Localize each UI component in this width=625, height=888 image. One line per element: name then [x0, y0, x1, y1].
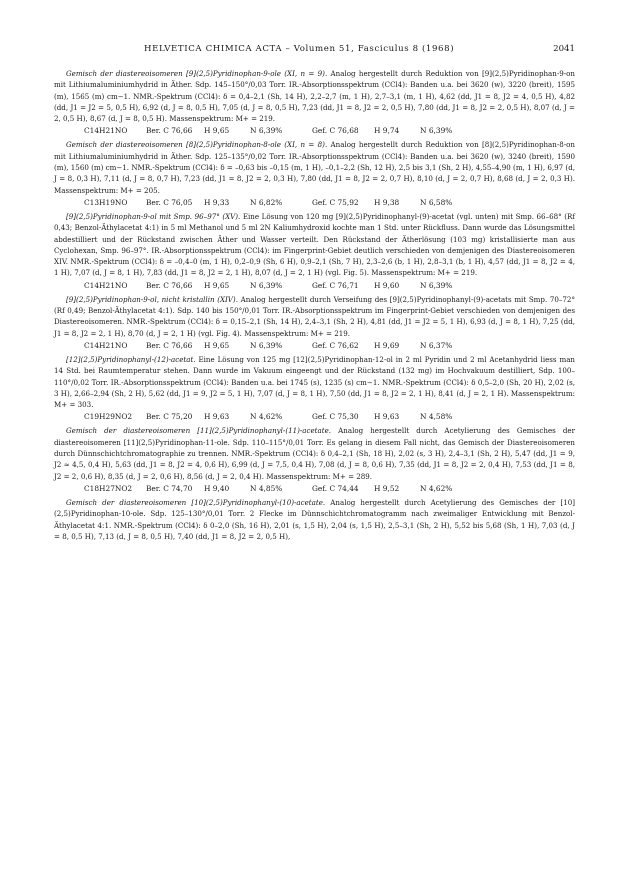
compound-title: [12](2,5)Pyridinophanyl-(12)-acetat. [66, 354, 196, 364]
journal-title: HELVETICA CHIMICA ACTA – Volumen 51, Fasciculus 8 (1968) [144, 44, 455, 54]
found-nitrogen: N 6,58% [420, 197, 453, 207]
calculated-hydrogen: H 9,40 [204, 483, 230, 493]
found-nitrogen: N 6,37% [420, 340, 453, 350]
elemental-analysis [54, 410, 575, 423]
running-header [54, 44, 575, 58]
compound-description: Analog hergestellt durch Acetylierung des Gemisches der diastereoisomeren [11](2,5)Pyridinophan-11-ole. Sdp. 110–115°/0,01 Torr. Es gelang in diesem Fall nicht, das Gemisch der Diastereoisomeren durch Dünnschichtchromatographie zu trennen. NMR.-Spektrum (CCl4): δ 0,4–2,1 (Sh, 18 H), 2,02 (s, 3 H), 2,4–3,1 (Sh, 2 H), 5,47 (dd, J1 = 9, J2 ≈ 4,5, 0,4 H), 5,63 (dd, J1 = 8, J2 = 4, 0,6 H), 6,99 (d, J = 7,5, 0,4 H), 7,08 (d, J = 8, 0,6 H), 7,35 (dd, J1 = 8, J2 = 2, 0,4 H), 7,53 (dd, J1 = 8, J2 = 2, 0,6 H), 8,35 (d, J = 2, 0,6 H), 8,56 (d, J = 2, 0,4 H). Massenspektrum: M+ = 289. [54, 426, 575, 481]
found-carbon: Gef. C 76,68 [312, 126, 359, 136]
found-carbon: Gef. C 76,62 [312, 340, 359, 350]
compound-description: Eine Lösung von 125 mg [12](2,5)Pyridinophan-12-ol in 2 ml Pyridin und 2 ml Acetanhydrid liess man 14 Std. bei Raumtemperatur stehen. Dann wurde im Vakuum eingeengt und der Rückstand (132 mg) im Hochvakuum destilliert, Sdp. 100–110°/0,02 Torr. IR.-Absorptionsspektrum (CCl4): Banden u.a. bei 1745 (s), 1235 (s) cm−1. NMR.-Spektrum (CCl4): δ 0,5–2,0 (Sh, 20 H), 2,02 (s, 3 H), 2,66–2,94 (Sh, 2 H), 5,62 (dd, J1 = 9, J2 = 5, 1 H), 7,07 (d, J = 8, 1 H), 7,50 (dd, J1 = 8, J2 = 2, 1 H), 8,41 (d, J = 2, 1 H). Massenspektrum: M+ = 303. [54, 354, 575, 410]
found-nitrogen: N 6,39% [420, 280, 453, 290]
compound-paragraph [54, 139, 575, 195]
found-nitrogen: N 4,58% [420, 412, 453, 422]
molecular-formula: C14H21NO [84, 280, 128, 290]
compound-paragraph [54, 497, 575, 542]
compound-paragraph [54, 354, 575, 410]
found-hydrogen: H 9,38 [374, 197, 400, 207]
molecular-formula: C13H19NO [84, 197, 128, 207]
calculated-nitrogen: N 6,39% [250, 126, 283, 136]
elemental-analysis [54, 339, 575, 352]
compound-paragraph [54, 425, 575, 481]
found-hydrogen: H 9,63 [374, 412, 400, 422]
calculated-carbon: Ber. C 76,66 [146, 340, 193, 350]
molecular-formula: C14H21NO [84, 126, 128, 136]
compound-title: Gemisch der diastereoisomeren [9](2,5)Pyridinophan-9-ole (XI, n = 9). [66, 69, 328, 78]
compound-title: Gemisch der diastereoisomeren [8](2,5)Pyridinophan-8-ole (XI, n = 8). [66, 140, 328, 150]
article-body [54, 68, 575, 542]
found-carbon: Gef. C 74,44 [312, 483, 359, 493]
elemental-analysis [54, 196, 575, 209]
compound-title: Gemisch der diastereoisomeren [11](2,5)Pyridinophanyl-(11)-acetate. [66, 426, 332, 436]
calculated-nitrogen: N 4,85% [250, 483, 283, 493]
compound-description: Eine Lösung von 120 mg [9](2,5)Pyridinophanyl-(9)-acetat (vgl. unten) mit Smp. 66–68° (Rf 0,43; Benzol-Äthylacetat 4:1) in 5 ml Methanol und 5 ml 2N Kaliumhydroxid kochte man 1 Std. unter Rückfluss. Dann wurde das Lösungsmittel abdestilliert und der Rückstand zwischen Äther und Wasser verteilt. Den Rückstand der Ätherlösung (103 mg) kristallisierte man aus Cyclohexan, Smp. 96–97°. IR.-Absorptionsspektrum (CCl4): im Fingerprint-Gebiet deutlich verschieden von demjenigen des Diastereoisomeren XIV. NMR.-Spektrum (CCl4): δ = –0,4–0 (m, 1 H), 0,2–0,9 (Sh, 6 H), 0,9–2,1 (Sh, 7 H), 2,3–2,6 (b, 1 H), 2,8–3,1 (b, 1 H), 4,57 (dd, J1 = 8, J2 = 4, 1 H), 7,07 (d, J = 8, 1 H), 7,83 (dd, J1 = 8, J2 = 2, 1 H), 8,07 (d, J = 2, 1 H) (vgl. Fig. 5). Massenspektrum: M+ = 219. [54, 211, 575, 278]
calculated-carbon: Ber. C 76,66 [146, 126, 193, 136]
found-carbon: Gef. C 76,71 [312, 280, 359, 290]
calculated-nitrogen: N 6,39% [250, 340, 283, 350]
calculated-nitrogen: N 4,62% [250, 412, 283, 422]
compound-description: Analog hergestellt durch Reduktion von [9](2,5)Pyridinophan-9-on mit Lithiumaluminiumhydrid in Äther. Sdp. 145–150°/0,03 Torr. IR.-Absorptionsspektrum (CCl4): Banden u.a. bei 3620 (w), 3220 (breit), 1595 (m), 1565 (m) cm−1. NMR.-Spektrum (CCl4): δ = 0,4–2,1 (Sh, 14 H), 2,2–2,7 (m, 1 H), 2,7–3,1 (m, 1 H), 4,62 (dd, J1 = 8, J2 = 4, 0,5 H), 4,82 (dd, J1 = J2 = 5, 0,5 H), 6,92 (d, J = 8, 0,5 H), 7,05 (d, J = 8, 0,5 H), 7,23 (dd, J1 = 8, J2 = 2, 0,5 H), 7,80 (dd, J1 = 8, J2 = 2, 0,5 H), 8,07 (d, J = 2, 0,5 H), 8,67 (d, J = 8, 0,5 H). Massenspektrum: M+ = 219. [54, 69, 575, 124]
calculated-carbon: Ber. C 75,20 [146, 412, 193, 422]
molecular-formula: C14H21NO [84, 340, 128, 350]
elemental-analysis [54, 124, 575, 137]
found-hydrogen: H 9,60 [374, 280, 400, 290]
calculated-carbon: Ber. C 76,05 [146, 197, 193, 207]
calculated-hydrogen: H 9,63 [204, 412, 230, 422]
compound-paragraph [54, 294, 575, 339]
page-number: 2041 [553, 44, 575, 54]
calculated-hydrogen: H 9,65 [204, 340, 230, 350]
calculated-hydrogen: H 9,33 [204, 197, 230, 207]
compound-description: Analog hergestellt durch Verseifung des [9](2,5)Pyridinophanyl-(9)-acetats mit Smp. 70–72° (Rf 0,49; Benzol-Äthylacetat 4:1). Sdp. 140 bis 150°/0,01 Torr. IR.-Absorptionsspektrum im Fingerprint-Gebiet verschieden von demjenigen des Diastereoisomeren. NMR.-Spektrum (CCl4): δ = 0,15–2,1 (Sh, 14 H), 2,4–3,1 (Sh, 2 H), 4,81 (dd, J1 = J2 = 5, 1 H), 6,93 (d, J = 8, 1 H), 7,25 (dd, J1 = 8, J2 = 2, 1 H), 8,70 (d, J = 2, 1 H) (vgl. Fig. 4). Massenspektrum: M+ = 219. [54, 294, 575, 338]
compound-paragraph [54, 68, 575, 124]
found-hydrogen: H 9,69 [374, 340, 400, 350]
compound-title: Gemisch der diastereoisomeren [10](2,5)Pyridinophanyl-(10)-acetate. [66, 497, 326, 507]
elemental-analysis [54, 279, 575, 292]
elemental-analysis [54, 482, 575, 495]
found-hydrogen: H 9,74 [374, 126, 400, 136]
found-nitrogen: N 6,39% [420, 126, 453, 136]
calculated-carbon: Ber. C 76,66 [146, 280, 193, 290]
found-carbon: Gef. C 75,30 [312, 412, 359, 422]
compound-description: Analog hergestellt durch Acetylierung des Gemisches der [10](2,5)Pyridinophan-10-ole. Sdp. 125–130°/0,01 Torr. 2 Flecke im Dünnschichtchromatogramm nach zweimaliger Entwicklung mit Benzol-Äthylacetat 4:1. NMR.-Spektrum (CCl4): δ 0–2,0 (Sh, 16 H), 2,01 (s, 1,5 H), 2,04 (s, 1,5 H), 2,5–3,1 (Sh, 2 H), 5,52 bis 5,68 (Sh, 1 H), 7,03 (d, J = 8, 0,5 H), 7,13 (d, J = 8, 0,5 H), 7,40 (dd, J1 = 8, J2 = 2, 0,5 H), [54, 497, 575, 541]
molecular-formula: C18H27NO2 [84, 483, 133, 493]
molecular-formula: C19H29NO2 [84, 412, 133, 422]
calculated-hydrogen: H 9,65 [204, 126, 230, 136]
compound-description: Analog hergestellt durch Reduktion von [8](2,5)Pyridinophan-8-on mit Lithiumaluminiumhydrid in Äther. Sdp. 125–135°/0,02 Torr. IR.-Absorptionsspektrum (CCl4): Banden u.a. bei 3620 (w), 3240 (breit), 1590 (m), 1560 (m) cm−1. NMR.-Spektrum (CCl4): δ = –0,63 bis –0,15 (m, 1 H), –0,1–2,2 (Sh, 12 H), 2,5 bis 3,1 (Sh, 2 H), 4,55–4,90 (m, 1 H), 6,97 (d, J = 8, 0,3 H), 7,11 (d, J = 8, 0,7 H), 7,23 (dd, J1 = 8, J2 = 2, 0,3 H), 7,80 (dd, J1 = 8, J2 = 2, 0,7 H), 8,10 (d, J = 2, 0,7 H), 8,68 (d, J = 2, 0,3 H). Massenspektrum: M+ = 205. [54, 140, 575, 195]
compound-title: [9](2,5)Pyridinophan-9-ol mit Smp. 96–97° (XV). [66, 211, 241, 221]
found-carbon: Gef. C 75,92 [312, 197, 359, 207]
calculated-hydrogen: H 9,65 [204, 280, 230, 290]
calculated-nitrogen: N 6,39% [250, 280, 283, 290]
compound-title: [9](2,5)Pyridinophan-9-ol, nicht kristallin (XIV). [66, 294, 238, 304]
calculated-nitrogen: N 6,82% [250, 197, 283, 207]
found-nitrogen: N 4,62% [420, 483, 453, 493]
found-hydrogen: H 9,52 [374, 483, 400, 493]
calculated-carbon: Ber. C 74,70 [146, 483, 193, 493]
compound-paragraph [54, 211, 575, 279]
